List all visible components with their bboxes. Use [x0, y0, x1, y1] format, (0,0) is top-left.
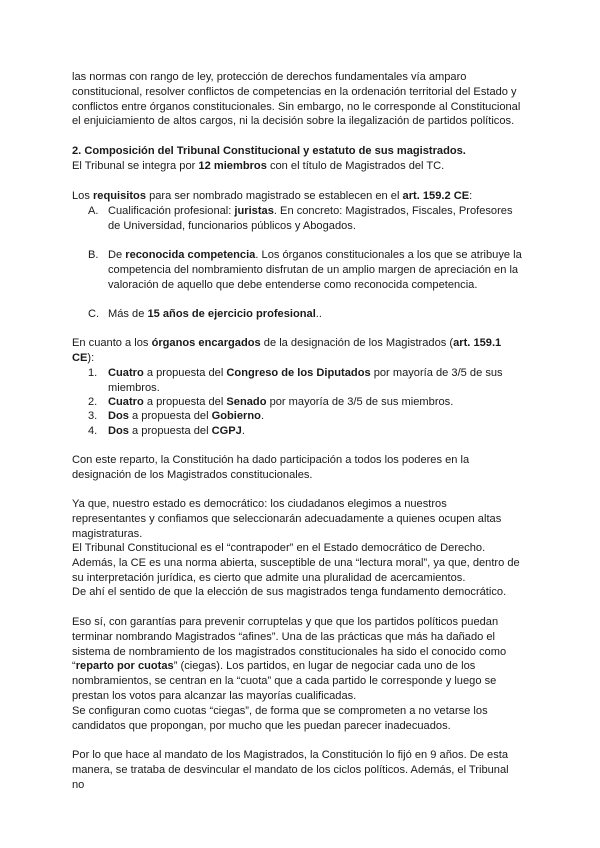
paragraph-democratico: Ya que, nuestro estado es democrático: los ciudadanos elegimos a nuestros representantes y confiamos que seleccionarán adecuadamente a quienes ocupen altas magistraturas. — [72, 498, 502, 540]
paragraph-reparto: Con este reparto, la Constitución ha dado participación a todos los poderes en la designación de los Magistrados constitucionales. — [72, 454, 470, 481]
document-page: las normas con rango de ley, protección de derechos fundamentales vía amparo constitucional, resolver conflictos de competencias en la ordenación territorial del Estado y conflictos entre órganos constitucionales. Sin embargo, no le corresponde al Constitucional el enjuiciamiento de altos cargos, ni la decisión sobre la ilegalización de partidos políticos. 2. Composición del Tribunal Constitucional y estatuto de sus magistrados. El Tribunal se integra por 12 miembros con el título de Magistrados del TC. Los requisitos para ser nombrado magistrado se establecen en el art. 159.2 CE: A. Cualificación profesional: juristas. En concreto: Magistrados, Fiscales, Profesores de Universidad, funcionarios públicos y Abogados. B. De reconocida competencia. Los órganos constitucionales a los que se atribuye la competencia del nombramiento disfrutan de un amplio margen de apreciación en la valoración de aquello que debe entenderse como reconocida competencia. C. Más de 15 años de ejercicio profesional.. En cuanto a los órganos encargados de la designación de los Magistrados (art. 159.1 CE): 1. Cuatro a propuesta del Congreso de los Diputados por mayoría de 3/5 de sus miembros. 2. Cuatro a propuesta del Senado por mayoría de 3/5 de sus miembros. 3. Dos a propuesta del Gobierno. 4. Dos a propuesta del CGPJ. Con este reparto, la Constitución ha dado participación a todos los poderes en la designación de los Magistrados constitucionales. Ya que, nuestro estado es democrático: los ciudadanos elegimos a nuestros representantes y confiamos que seleccionarán adecuadamente a quienes ocupen altas magistraturas. El Tribunal Constitucional es el “contrapoder” en el Estado democrático de Derecho. Además, la CE es una norma abierta, susceptible de una “lectura moral”, ya que, dentro de su interpretación jurídica, es cierto que admite una pluralidad de acercamientos. De ahí el sentido de que la elección de sus magistrados tenga fundamento democrático. Eso sí, con garantías para prevenir corruptelas y que que los partidos políticos puedan terminar nombrando Magistrados “afines”. Una de las prácticas que más ha dañado el sistema de nombramiento de los magistrados constitucionales ha sido el conocido como “reparto por cuotas” (ciegas). Los partidos, en lugar de negociar cada uno de los nombramientos, se centran en la “cuota” que a cada partido le corresponde y luego se prestan los votos para alcanzar las mayorías cualificadas. Se configuran como cuotas “ciegas”, de forma que se comprometen a no vetarse los candidatos que propongan, por mucho que les puedan parecer inadecuados. Por lo que hace al mandato de los Magistrados, la Constitución lo fijó en 9 años. De esta manera, se trataba de desvincular el mandato de los ciclos políticos. Además, el Tribunal no — [72, 71, 522, 791]
section-2 — [72, 144, 522, 174]
requisitos-intro: Los requisitos para ser nombrado magistrado se establecen en el art. 159.2 CE: — [72, 190, 473, 202]
section-2-members: El Tribunal se integra por 12 miembros con el título de Magistrados del TC. — [72, 159, 445, 172]
paragraph-intro: las normas con rango de ley, protección de derechos fundamentales vía amparo constitucional, resolver conflictos de competencias en la ordenación territorial del Estado y conflictos entre órganos constitucionales. Sin embargo, no le corresponde al Constitucional el enjuiciamiento de altos cargos, ni la decisión sobre la ilegalización de partidos políticos. — [72, 71, 521, 128]
section-2-heading: 2. Composición del Tribunal Constitucional y estatuto de sus magistrados. — [72, 145, 466, 157]
paragraph-contrapoder: El Tribunal Constitucional es el “contrapoder” en el Estado democrático de Derecho. Además, la CE es una norma abierta, susceptible de una “lectura moral”, ya que, dentro de su interpretación jurídica, es cierto que admite una pluralidad de acercamientos. De ahí el sentido de que la elección de sus magistrados tenga fundamento democrático. — [72, 542, 520, 599]
paragraph-garantias: Eso sí, con garantías para prevenir corruptelas y que que los partidos políticos puedan terminar nombrando Magistrados “afines”. Una de las prácticas que más ha dañado el sistema de nombramiento de los magistrados constitucionales ha sido el conocido como “reparto por cuotas” (ciegas). Los partidos, en lugar de negociar cada uno de los nombramientos, se centran en la “cuota” que a cada partido le corresponde y luego se prestan los votos para alcanzar las mayorías cualificadas. Se configuran como cuotas “ciegas”, de forma que se comprometen a no vetarse los candidatos que propongan, por mucho que les puedan parecer inadecuados. — [72, 616, 507, 732]
organos-intro: En cuanto a los órganos encargados de la designación de los Magistrados (art. 159.1 CE): — [72, 337, 502, 364]
paragraph-mandato: Por lo que hace al mandato de los Magistrados, la Constitución lo fijó en 9 años. De esta manera, se trataba de desvincular el mandato de los ciclos políticos. Además, el Tribunal no — [72, 749, 509, 791]
